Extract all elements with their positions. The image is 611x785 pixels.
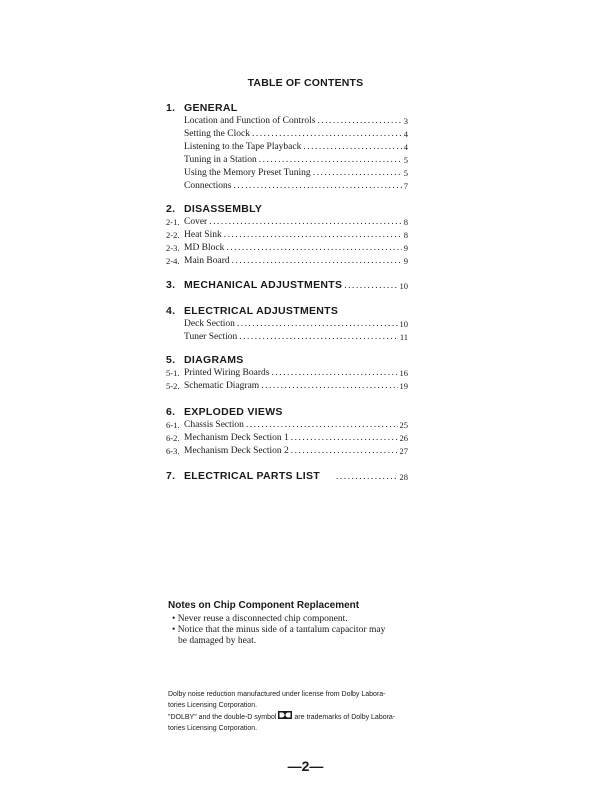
toc-entry[interactable]: Deck Section ..... 10 [184, 318, 408, 330]
toc-entry[interactable]: Listening to the Tape Playback ..... 4 [184, 141, 408, 153]
note-item: be damaged by heat. [178, 636, 257, 646]
section-6-heading: 6. EXPLODED VIEWS [166, 406, 283, 418]
toc-entry[interactable]: 6-3. Mechanism Deck Section 2 ..... 27 [166, 445, 408, 457]
toc-entry[interactable]: Setting the Clock ..... 4 [184, 128, 408, 140]
toc-entry[interactable]: 2-1. Cover ..... 8 [166, 216, 408, 228]
toc-entry[interactable]: Connections ..... 7 [184, 180, 408, 192]
dolby-notice: Dolby noise reduction manufactured under license from Dolby Labora- tories Licensing Corporation. "DOLBY" and the double-D symbol are trademarks of Dolby Labora- tories Licensing Corporation. [168, 691, 396, 732]
toc-entry[interactable]: Tuner Section ..... 11 [184, 331, 408, 343]
toc-entry[interactable]: 2-3. MD Block ..... 9 [166, 242, 408, 254]
page-title: TABLE OF CONTENTS [247, 77, 364, 89]
toc-entry[interactable]: 6-1. Chassis Section ..... 25 [166, 419, 408, 431]
note-item: • Never reuse a disconnected chip component. [172, 614, 348, 624]
notes-title: Notes on Chip Component Replacement [168, 600, 360, 611]
section-2-heading: 2. DISASSEMBLY [166, 203, 263, 215]
toc-entry[interactable]: 2-4. Main Board ..... 9 [166, 255, 408, 267]
section-5-heading: 5. DIAGRAMS [166, 354, 244, 366]
dolby-double-d-icon [278, 711, 292, 724]
toc-entry[interactable]: 6-2. Mechanism Deck Section 1 ..... 26 [166, 432, 408, 444]
page-number: —2— [287, 758, 324, 774]
section-7-heading[interactable]: 7. ELECTRICAL PARTS LIST ..... 28 [166, 469, 408, 482]
note-item: • Notice that the minus side of a tantalum capacitor may [172, 625, 386, 635]
section-4-heading: 4. ELECTRICAL ADJUSTMENTS [166, 305, 339, 317]
toc-entry[interactable]: Location and Function of Controls ..... 3 [184, 115, 408, 127]
section-3-heading[interactable]: 3. MECHANICAL ADJUSTMENTS ..... 10 [166, 278, 408, 291]
toc-entry[interactable]: Using the Memory Preset Tuning ..... 5 [184, 167, 408, 179]
toc-entry[interactable]: 5-2. Schematic Diagram ..... 19 [166, 380, 408, 392]
toc-entry[interactable]: 5-1. Printed Wiring Boards ..... 16 [166, 367, 408, 379]
toc-entry[interactable]: Tuning in a Station ..... 5 [184, 154, 408, 166]
section-1-heading: 1. GENERAL [166, 102, 238, 114]
toc-entry[interactable]: 2-2. Heat Sink ..... 8 [166, 229, 408, 241]
